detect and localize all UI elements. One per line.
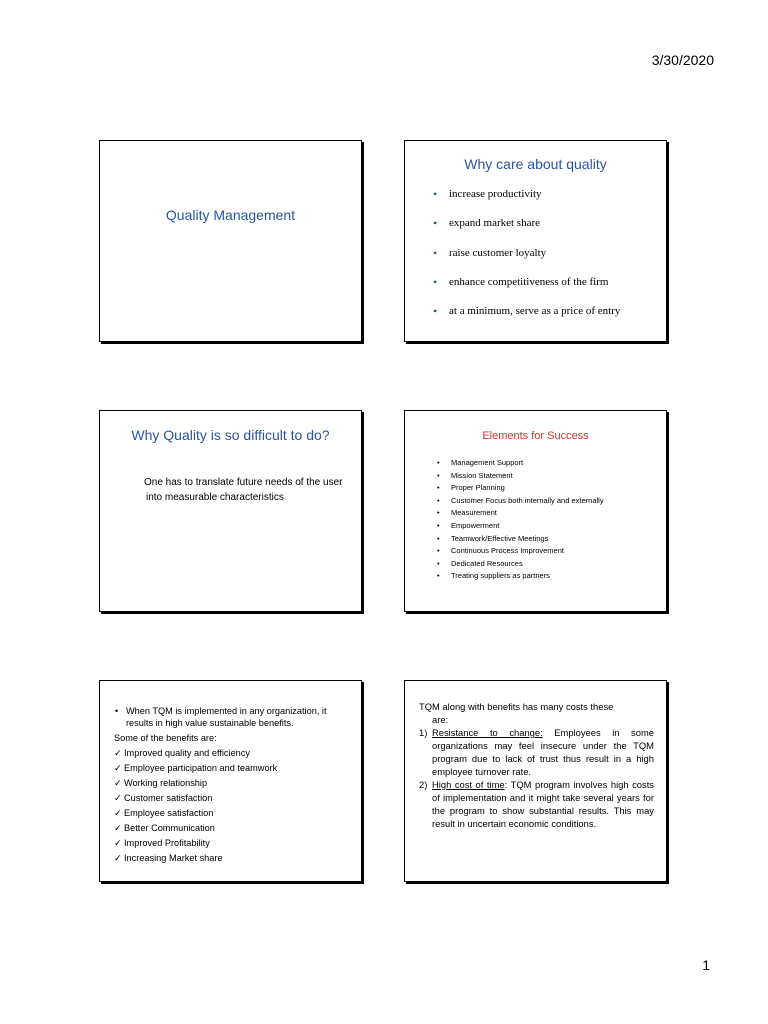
numbered-item xyxy=(419,778,654,830)
list-item: • increase productivity xyxy=(433,188,620,217)
list-item: • Mission Statement xyxy=(437,471,604,484)
slide-1 xyxy=(99,140,362,342)
page-date: 3/30/2020 xyxy=(651,52,714,68)
slide-3 xyxy=(99,410,362,612)
slide-title: Quality Management xyxy=(165,207,296,223)
list-item: • Continuous Process Improvement xyxy=(437,546,604,559)
item-label: High cost of time xyxy=(432,779,505,790)
list-item: • expand market share xyxy=(433,217,620,246)
intro-bullet xyxy=(114,705,362,729)
slide-body xyxy=(114,705,362,866)
checkmark-item: ✓ Working relationship xyxy=(114,776,362,791)
list-item: • at a minimum, serve as a price of entry xyxy=(433,305,620,334)
numbered-item xyxy=(419,726,654,778)
page-number: 1 xyxy=(702,957,710,973)
list-item: • Empowerment xyxy=(437,521,604,534)
checkmark-item: ✓ Employee participation and teamwork xyxy=(114,761,362,776)
list-item: • Customer Focus both internally and externally xyxy=(437,496,604,509)
list-item: • enhance competitiveness of the firm xyxy=(433,276,620,305)
checkmark-item: ✓ Employee satisfaction xyxy=(114,806,362,821)
intro-text xyxy=(419,700,654,726)
checkmark-item: ✓ Customer satisfaction xyxy=(114,791,362,806)
slide-body xyxy=(419,700,654,830)
slide-2 xyxy=(404,140,667,342)
slide-5 xyxy=(99,680,362,882)
list-item: • Teamwork/Effective Meetings xyxy=(437,534,604,547)
slide-body xyxy=(144,475,362,505)
slide-6 xyxy=(404,680,667,882)
checkmark-item: ✓ Better Communication xyxy=(114,821,362,836)
item-text: : TQM program involves high costs of implementation and it might take several years for the program to show substantial results. This may result in uncertain economic conditions. xyxy=(432,779,654,829)
slide-title: Why care about quality xyxy=(464,156,607,172)
bullet-list xyxy=(433,188,620,334)
intro-line: are: xyxy=(432,714,449,725)
list-item: • raise customer loyalty xyxy=(433,247,620,276)
slide-title: Elements for Success xyxy=(482,430,589,442)
list-item: • Management Support xyxy=(437,458,604,471)
bullet-list xyxy=(437,458,604,584)
item-number: 1) xyxy=(419,727,428,738)
body-line: into measurable characteristics xyxy=(146,492,284,503)
subhead: Some of the benefits are: xyxy=(114,733,217,743)
slide-4 xyxy=(404,410,667,612)
list-item: • Measurement xyxy=(437,508,604,521)
list-item: • Dedicated Resources xyxy=(437,559,604,572)
intro-line: TQM along with benefits has many costs these xyxy=(419,701,614,712)
item-label: Resistance to change: xyxy=(432,727,543,738)
item-number: 2) xyxy=(419,779,428,790)
checkmark-item: ✓ Improved quality and efficiency xyxy=(114,746,362,761)
slide-title: Why Quality is so difficult to do? xyxy=(131,427,330,443)
item-text: Employees in some organizations may feel insecure under the TQM program due to lack of trust thus result in a high employee turnover rate. xyxy=(432,727,654,777)
list-item: • Treating suppliers as partners xyxy=(437,571,604,584)
checkmark-item: ✓ Improved Profitability xyxy=(114,836,362,851)
intro-line: • When TQM is implemented in any organization, it xyxy=(126,706,327,716)
list-item: • Proper Planning xyxy=(437,483,604,496)
intro-line: results in high value sustainable benefits. xyxy=(126,718,294,728)
checkmark-item: ✓ Increasing Market share xyxy=(114,851,362,866)
body-line: One has to translate future needs of the user xyxy=(144,477,343,488)
